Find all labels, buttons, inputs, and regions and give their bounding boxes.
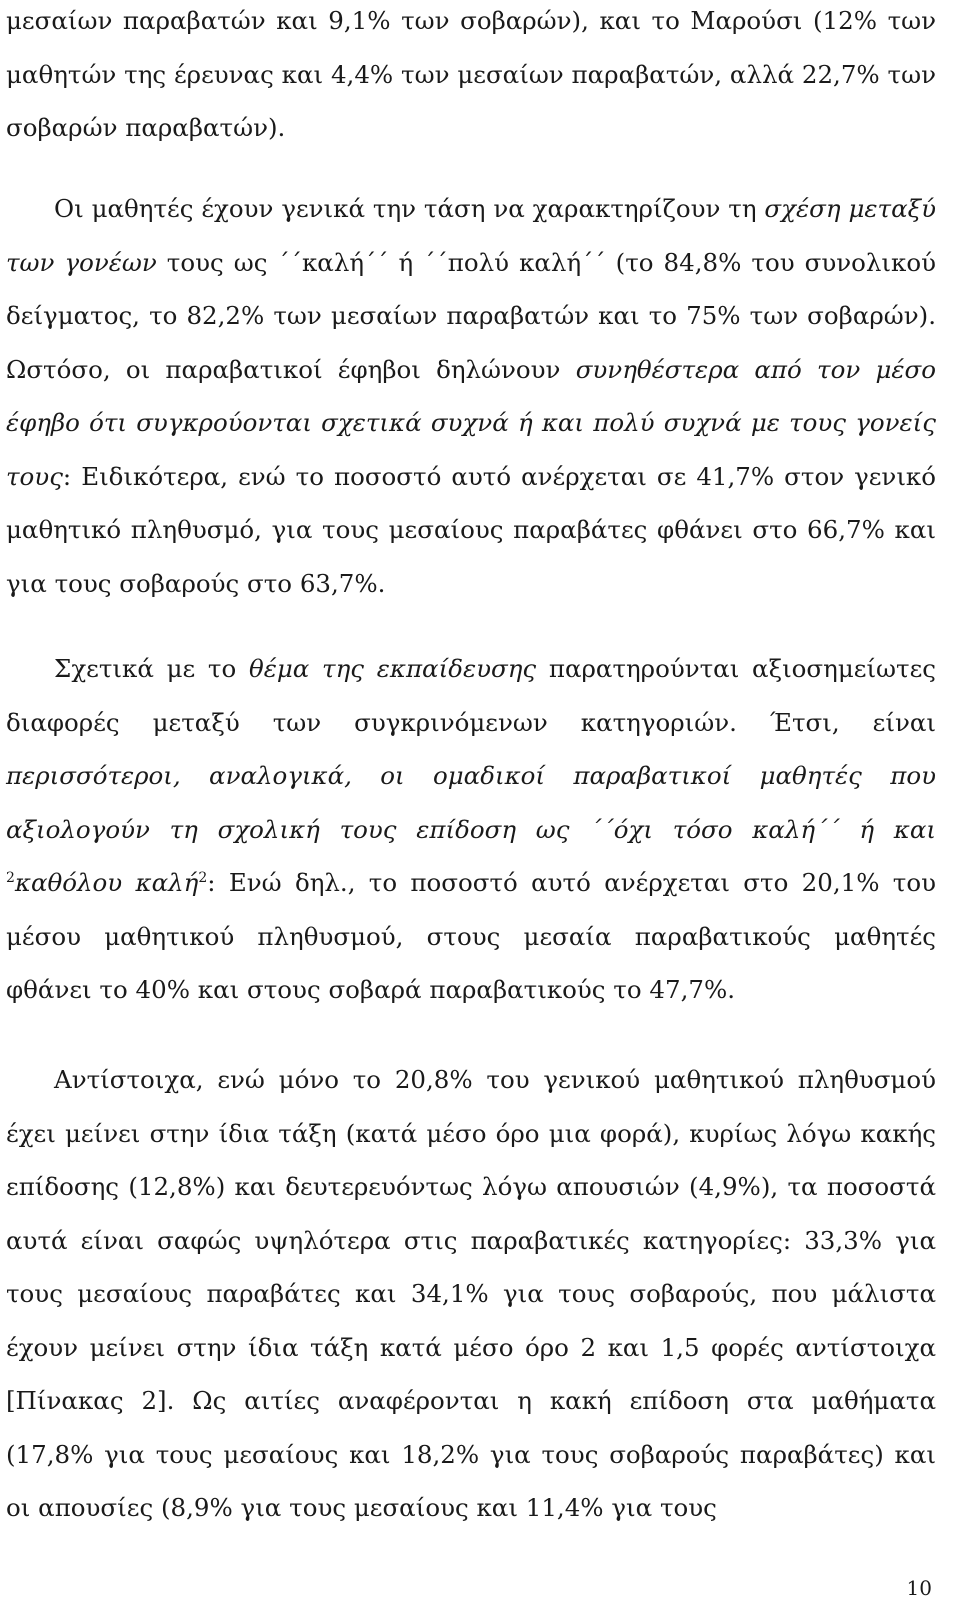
footnote-marker: 2 <box>6 870 15 886</box>
page-number: 10 <box>906 1576 932 1600</box>
paragraph-3-text: : Ενώ δηλ., το ποσοστό αυτό ανέρχεται στο 20,1% του μέσου μαθητικού πληθυσμού, στους μεσαία παραβατικούς μαθητές φθάνει το 40% και στους σοβαρά παραβατικούς το 47,7%. <box>6 868 937 1004</box>
paragraph-2-text: τους ως ΄΄καλή΄΄ ή ΄΄πολύ καλή΄΄ (το 84,8% του συνολικού δείγματος, το 82,2% των μεσαίων παραβατών και το 75% των σοβαρών). Ωστόσο, οι παραβατικοί έφηβοι δηλώνουν <box>6 247 936 384</box>
paragraph-3-emphasis: καθόλου καλή <box>14 868 199 897</box>
paragraph-4 <box>6 1053 936 1535</box>
footnote-marker: 2 <box>198 870 208 886</box>
paragraph-3-emphasis: θέμα της εκπαίδευσης <box>248 654 537 683</box>
paragraph-2-emphasis: συνηθέστερα από τον μέσο έφηβο ότι συγκρούονται σχετικά συχνά ή και πολύ συχνά με τους γονείς τους <box>6 354 936 491</box>
paragraph-2-text: : Ειδικότερα, ενώ το ποσοστό αυτό ανέρχεται σε 41,7% στον γενικό μαθητικό πληθυσμό, για τους μεσαίους παραβάτες φθάνει στο 66,7% και για τους σοβαρούς στο 63,7%. <box>6 461 936 598</box>
paragraph-1-text: μεσαίων παραβατών και 9,1% των σοβαρών), και το Μαρούσι (12% των μαθητών της έρευνας και 4,4% των μεσαίων παραβατών, αλλά 22,7% των σοβαρών παραβατών). <box>6 6 936 142</box>
paragraph-3-emphasis: περισσότεροι, αναλογικά, οι ομαδικοί παραβατικοί μαθητές που αξιολογούν τη σχολική τους επίδοση ως ΄΄όχι τόσο καλή΄΄ ή και <box>6 761 936 844</box>
paragraph-3 <box>6 642 936 1017</box>
paragraph-4-text: Αντίστοιχα, ενώ μόνο το 20,8% του γενικού μαθητικού πληθυσμού έχει μείνει στην ίδια τάξη (κατά μέσο όρο μια φορά), κυρίως λόγω κακής επίδοσης (12,8%) και δευτερευόντως λόγω απουσιών (4,9%), τα ποσοστά αυτά είναι σαφώς υψηλότερα στις παραβατικές κατηγορίες: 33,3% για τους μεσαίους παραβάτες και 34,1% για τους σοβαρούς, που μάλιστα έχουν μείνει στην ίδια τάξη κατά μέσο όρο 2 και 1,5 φορές αντίστοιχα [Πίνακας 2]. Ως αιτίες αναφέρονται η κακή επίδοση στα μαθήματα (17,8% για τους μεσαίους και 18,2% για τους σοβαρούς παραβάτες) και οι απουσίες (8,9% για τους μεσαίους και 11,4% για τους <box>6 1065 936 1522</box>
paragraph-3-text: παρατηρούνται αξιοσημείωτες διαφορές μεταξύ των συγκρινόμενων κατηγοριών. Έτσι, είναι <box>6 654 937 737</box>
paragraph-1 <box>6 0 936 155</box>
paragraph-2-text: Οι μαθητές έχουν γενικά την τάση να χαρακτηρίζουν τη <box>54 194 765 223</box>
paragraph-2-emphasis: σχέση μεταξύ των γονέων <box>6 194 936 277</box>
paragraph-3-text: Σχετικά με το <box>54 654 249 683</box>
paragraph-2 <box>6 182 936 610</box>
